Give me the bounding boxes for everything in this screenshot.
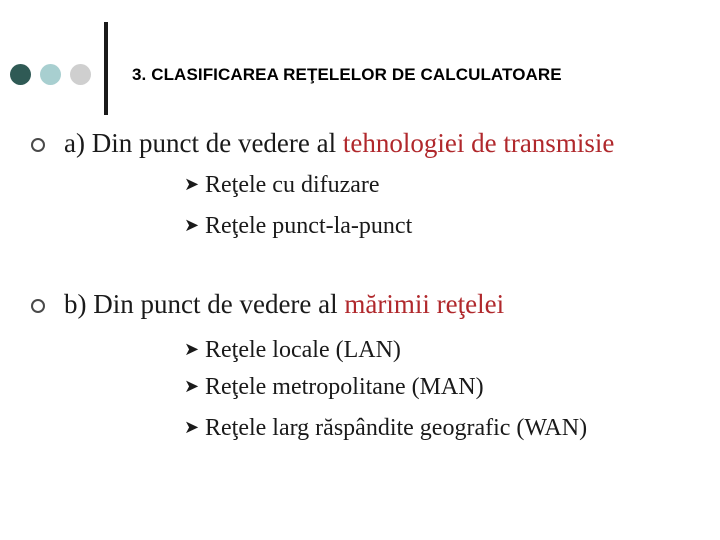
section-heading-highlight: mărimii reţelei (344, 289, 505, 319)
circle-bullet-icon (31, 138, 45, 152)
section-heading-a (64, 128, 614, 159)
arrow-right-icon: ➤ (184, 174, 200, 195)
arrow-right-icon: ➤ (184, 215, 200, 236)
list-item (184, 212, 412, 240)
slide-title: 3. CLASIFICAREA REŢELELOR DE CALCULATOARE (132, 65, 562, 84)
list-item-text: Reţele punct-la-punct (205, 213, 413, 239)
list-item (184, 373, 484, 401)
arrow-right-icon: ➤ (184, 339, 200, 360)
dot-light-icon (40, 64, 61, 85)
list-item (184, 336, 401, 364)
dot-gray-icon (70, 64, 91, 85)
list-item-text: Reţele cu difuzare (205, 172, 380, 198)
title-divider (104, 22, 108, 115)
list-item-text: Reţele larg răspândite geografic (WAN) (205, 415, 588, 441)
section-heading-b (64, 289, 504, 320)
dot-dark-icon (10, 64, 31, 85)
decorative-dots (10, 64, 100, 86)
section-heading-prefix: a) Din punct de vedere al (64, 128, 343, 158)
section-heading-highlight: tehnologiei de transmisie (342, 128, 615, 158)
list-item-text: Reţele locale (LAN) (205, 337, 401, 363)
list-item-text: Reţele metropolitane (MAN) (205, 374, 484, 400)
list-item (184, 414, 587, 442)
circle-bullet-icon (31, 299, 45, 313)
arrow-right-icon: ➤ (184, 417, 200, 438)
list-item (184, 171, 380, 199)
section-heading-prefix: b) Din punct de vedere al (64, 289, 345, 319)
arrow-right-icon: ➤ (184, 376, 200, 397)
